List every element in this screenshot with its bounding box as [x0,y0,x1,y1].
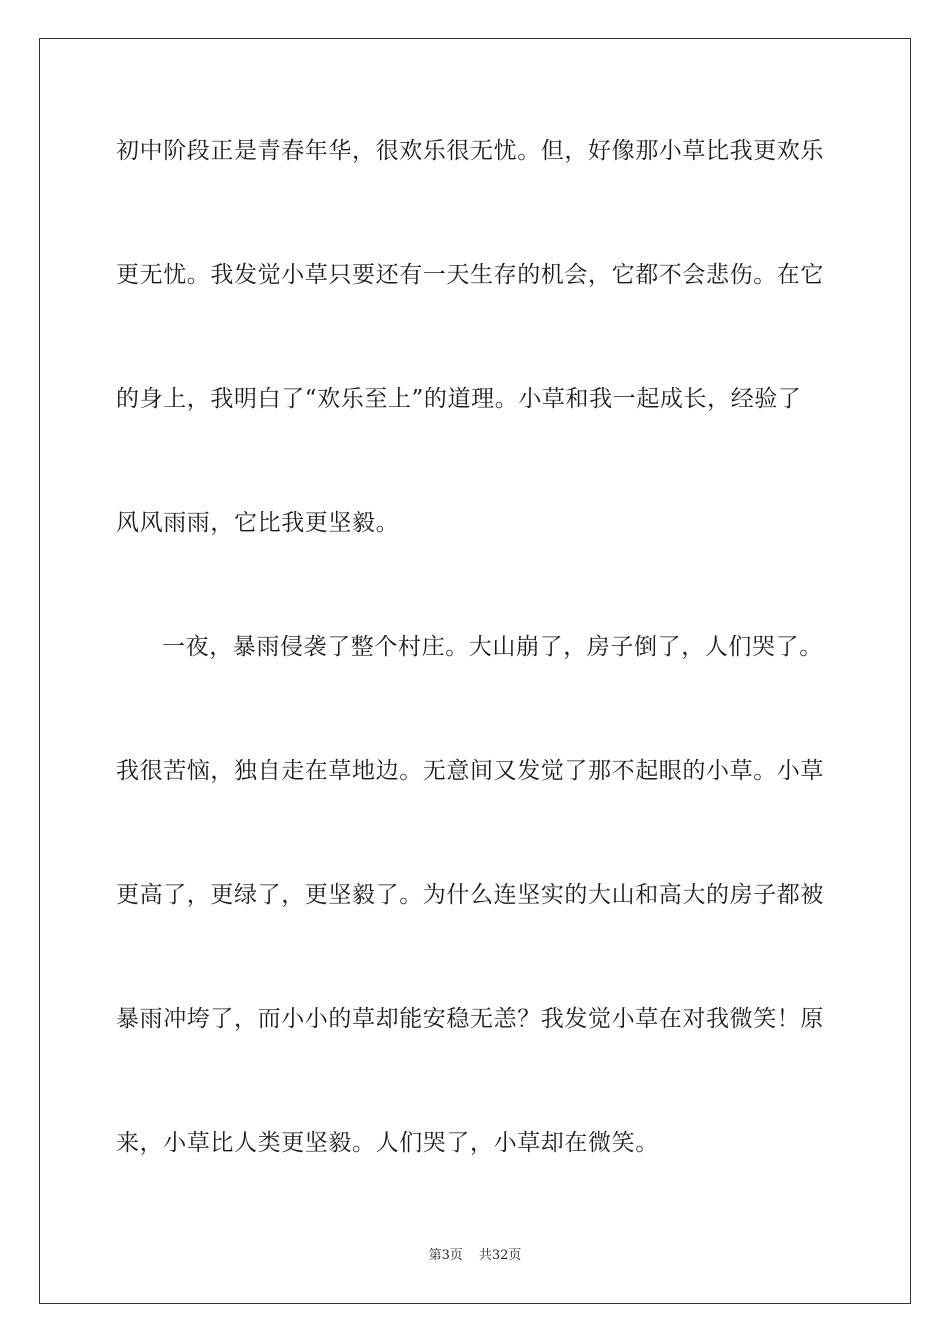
paragraph-line: 暴雨冲垮了，而小小的草却能安稳无恙？我发觉小草在对我微笑！原 [116,1006,824,1032]
page-border [39,38,911,1304]
page-footer [0,1247,950,1265]
total-pages: 共32页 [478,1248,522,1263]
paragraph-line: 初中阶段正是青春年华，很欢乐很无忧。但，好像那小草比我更欢乐 [116,138,824,164]
paragraph-line: 风风雨雨，它比我更坚毅。 [116,510,400,536]
paragraph-line: 更无忧。我发觉小草只要还有一天生存的机会，它都不会悲伤。在它 [116,262,824,288]
page-number: 第3页 [428,1248,463,1263]
paragraph-line: 更高了，更绿了，更坚毅了。为什么连坚实的大山和高大的房子都被 [116,882,824,908]
paragraph-line: 我很苦恼，独自走在草地边。无意间又发觉了那不起眼的小草。小草 [116,758,824,784]
paragraph-line: 来，小草比人类更坚毅。人们哭了，小草却在微笑。 [116,1130,659,1156]
paragraph-line: 的身上，我明白了“欢乐至上”的道理。小草和我一起成长，经验了 [116,386,802,412]
paragraph-line: 一夜，暴雨侵袭了整个村庄。大山崩了，房子倒了，人们哭了。 [162,634,823,660]
